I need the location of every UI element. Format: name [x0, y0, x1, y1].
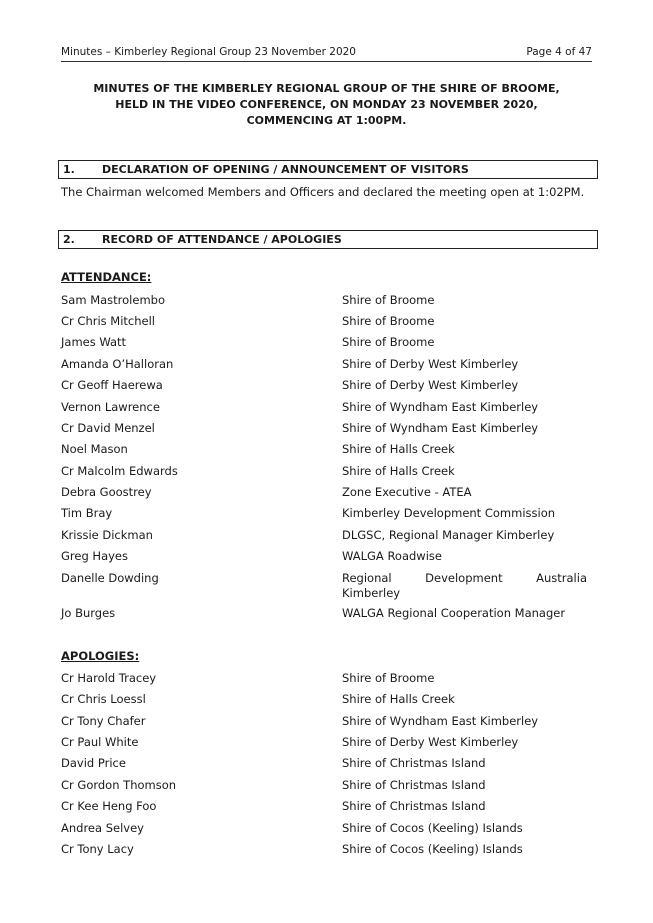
- header-document-title: Minutes – Kimberley Regional Group 23 November 2020: [61, 46, 356, 58]
- apologies-organisation: Shire of Derby West Kimberley: [342, 735, 519, 749]
- apologies-organisation: Shire of Wyndham East Kimberley: [342, 714, 539, 728]
- apologies-name: Cr Gordon Thomson: [61, 778, 177, 792]
- apologies-organisation: Shire of Christmas Island: [342, 799, 486, 813]
- attendance-organisation: Kimberley Development Commission: [342, 506, 556, 520]
- section-heading-opening: [58, 160, 598, 179]
- attendance-name: Debra Goostrey: [61, 485, 152, 499]
- attendance-name: Cr Malcolm Edwards: [61, 464, 178, 478]
- attendance-name: Tim Bray: [61, 506, 113, 520]
- apologies-name: Cr Tony Lacy: [61, 842, 134, 856]
- apologies-organisation: Shire of Cocos (Keeling) Islands: [342, 821, 523, 835]
- minutes-title-line-3: COMMENCING AT 1:00PM.: [246, 114, 407, 127]
- attendance-organisation: Zone Executive - ATEA: [342, 485, 472, 499]
- attendance-name: Krissie Dickman: [61, 528, 153, 542]
- attendance-organisation: Shire of Derby West Kimberley: [342, 378, 519, 392]
- page-header: [61, 45, 592, 62]
- minutes-title: [61, 81, 592, 129]
- attendance-organisation: Shire of Broome: [342, 293, 435, 307]
- section-title: DECLARATION OF OPENING / ANNOUNCEMENT OF VISITORS: [102, 163, 469, 176]
- apologies-organisation: Shire of Halls Creek: [342, 692, 455, 706]
- apologies-name: David Price: [61, 756, 126, 770]
- attendance-name: Greg Hayes: [61, 549, 128, 563]
- attendance-name: Amanda O’Halloran: [61, 357, 174, 371]
- attendance-organisation: Shire of Halls Creek: [342, 464, 455, 478]
- attendance-organisation: WALGA Regional Cooperation Manager: [342, 606, 566, 620]
- header-page-number: Page 4 of 47: [526, 46, 592, 58]
- apologies-organisation: Shire of Cocos (Keeling) Islands: [342, 842, 523, 856]
- apologies-name: Cr Paul White: [61, 735, 139, 749]
- attendance-organisation: Shire of Broome: [342, 335, 435, 349]
- attendance-name: Noel Mason: [61, 442, 128, 456]
- apologies-name: Andrea Selvey: [61, 821, 144, 835]
- attendance-name: Vernon Lawrence: [61, 400, 160, 414]
- apologies-organisation: Shire of Christmas Island: [342, 778, 486, 792]
- section-title: RECORD OF ATTENDANCE / APOLOGIES: [102, 233, 342, 246]
- section-heading-attendance: [58, 230, 598, 249]
- attendance-organisation: Shire of Wyndham East Kimberley: [342, 421, 539, 435]
- minutes-title-line-1: MINUTES OF THE KIMBERLEY REGIONAL GROUP OF THE SHIRE OF BROOME,: [93, 82, 560, 95]
- apologies-heading: APOLOGIES:: [61, 649, 140, 663]
- apologies-name: Cr Kee Heng Foo: [61, 799, 157, 813]
- apologies-organisation: Shire of Broome: [342, 671, 435, 685]
- attendance-organisation: Shire of Broome: [342, 314, 435, 328]
- attendance-organisation: DLGSC, Regional Manager Kimberley: [342, 528, 555, 542]
- minutes-title-line-2: HELD IN THE VIDEO CONFERENCE, ON MONDAY 23 NOVEMBER 2020,: [115, 98, 538, 111]
- section-number: 1.: [63, 163, 75, 176]
- attendance-name: Jo Burges: [61, 606, 116, 620]
- attendance-organisation: Shire of Wyndham East Kimberley: [342, 400, 539, 414]
- apologies-name: Cr Harold Tracey: [61, 671, 157, 685]
- attendance-name: James Watt: [61, 335, 127, 349]
- attendance-organisation: Shire of Halls Creek: [342, 442, 455, 456]
- attendance-organisation: WALGA Roadwise: [342, 549, 442, 563]
- apologies-name: Cr Tony Chafer: [61, 714, 146, 728]
- section-number: 2.: [63, 233, 75, 246]
- attendance-name: Danelle Dowding: [61, 571, 159, 585]
- attendance-heading: ATTENDANCE:: [61, 270, 152, 284]
- apologies-name: Cr Chris Loessl: [61, 692, 146, 706]
- attendance-organisation: Shire of Derby West Kimberley: [342, 357, 519, 371]
- attendance-name: Cr Chris Mitchell: [61, 314, 156, 328]
- apologies-organisation: Shire of Christmas Island: [342, 756, 486, 770]
- opening-paragraph: The Chairman welcomed Members and Officers and declared the meeting open at 1:02PM.: [61, 185, 585, 199]
- attendance-name: Cr Geoff Haerewa: [61, 378, 163, 392]
- attendance-organisation: Regional Development Australia Kimberley: [342, 571, 587, 600]
- attendance-name: Sam Mastrolembo: [61, 293, 165, 307]
- attendance-name: Cr David Menzel: [61, 421, 155, 435]
